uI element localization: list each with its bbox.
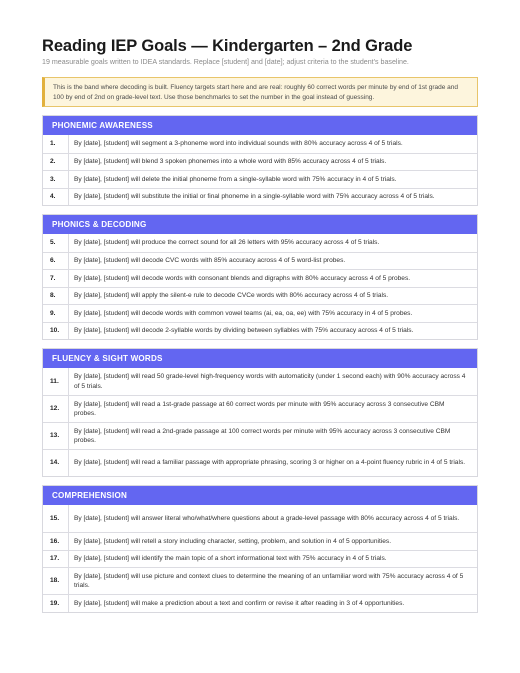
goal-row bbox=[43, 395, 477, 422]
goal-text: By [date], [student] will delete the initial phoneme from a single-syllable word with 75% accuracy in 4 of 5 trials. bbox=[74, 175, 397, 183]
goal-row bbox=[43, 252, 477, 270]
goal-text: By [date], [student] will decode 2-syllable words by dividing between syllables with 75% accuracy across 4 of 5 trials. bbox=[74, 327, 414, 334]
goal-number: 19. bbox=[43, 595, 69, 612]
section-heading: COMPREHENSION bbox=[43, 486, 477, 505]
goal-text: By [date], [student] will produce the correct sound for all 26 letters with 95% accuracy across 4 of 5 trials. bbox=[74, 239, 380, 246]
goal-number: 3. bbox=[43, 171, 69, 188]
goal-text: By [date], [student] will use picture and context clues to determine the meaning of an unfamiliar word with 75% accuracy across 4 of 5 trials. bbox=[74, 572, 464, 589]
goal-row bbox=[43, 322, 477, 340]
goal-number: 17. bbox=[43, 551, 69, 568]
goal-text: By [date], [student] will answer literal who/what/where questions about a grade-level passage with 80% accuracy across 4 of 5 trials. bbox=[74, 514, 460, 522]
goal-text: By [date], [student] will substitute the initial or final phoneme in a single-syllable word with 75% accuracy across 4 of 5 trials. bbox=[74, 193, 435, 200]
goal-row bbox=[43, 550, 477, 568]
goal-row bbox=[43, 153, 477, 171]
section-heading: FLUENCY & SIGHT WORDS bbox=[43, 349, 477, 368]
goal-row bbox=[43, 449, 477, 476]
goal-text: By [date], [student] will decode CVC words with 85% accuracy across 4 of 5 word-list probes. bbox=[74, 257, 346, 264]
goal-text: By [date], [student] will retell a story including character, setting, problem, and solution in 4 of 5 opportunities. bbox=[74, 537, 392, 545]
goal-number: 16. bbox=[43, 533, 69, 550]
goal-row bbox=[43, 234, 477, 252]
goal-row bbox=[43, 368, 477, 395]
section-heading: PHONICS & DECODING bbox=[43, 215, 477, 234]
goal-number: 13. bbox=[43, 423, 69, 449]
goal-text: By [date], [student] will read a familiar passage with appropriate phrasing, scoring 3 or higher on a 4-point fluency rubric in 4 of 5 trials. bbox=[74, 459, 466, 467]
goal-text: By [date], [student] will segment a 3-phoneme word into individual sounds with 80% accuracy across 4 of 5 trials. bbox=[74, 140, 403, 147]
goal-row bbox=[43, 287, 477, 305]
goal-number: 10. bbox=[43, 323, 69, 340]
goal-row bbox=[43, 505, 477, 532]
goal-number: 11. bbox=[43, 368, 69, 395]
goal-row bbox=[43, 594, 477, 612]
page-title: Reading IEP Goals — Kindergarten – 2nd Grade bbox=[42, 37, 413, 55]
goal-row bbox=[43, 269, 477, 287]
benchmark-callout: This is the band where decoding is built. Fluency targets start here and are real: roughly 60 correct words per minute by end of 1st grade and 100 by end of 2nd on grade-level text. Use those benchmarks to set the number in the goal instead of guessing. bbox=[42, 77, 478, 107]
goal-number: 1. bbox=[43, 135, 69, 153]
page-subtitle: 19 measurable goals written to IDEA standards. Replace [student] and [date]; adjust criteria to the student's baseline. bbox=[42, 58, 409, 66]
goal-number: 4. bbox=[43, 189, 69, 206]
goal-row bbox=[43, 135, 477, 153]
goal-text: By [date], [student] will apply the silent-e rule to decode CVCe words with 80% accuracy across 4 of 5 trials. bbox=[74, 292, 389, 299]
goal-number: 7. bbox=[43, 270, 69, 287]
goal-number: 15. bbox=[43, 505, 69, 532]
goal-number: 18. bbox=[43, 568, 69, 594]
goal-number: 8. bbox=[43, 288, 69, 305]
goal-row bbox=[43, 532, 477, 550]
goal-text: By [date], [student] will blend 3 spoken phonemes into a whole word with 85% accuracy across 4 of 5 trials. bbox=[74, 158, 387, 165]
goal-text: By [date], [student] will decode words with common vowel teams (ai, ea, oa, ee) with 75% accuracy in 4 of 5 probes. bbox=[74, 309, 413, 317]
goal-text: By [date], [student] will make a prediction about a text and confirm or revise it after reading in 3 of 4 opportunities. bbox=[74, 599, 405, 607]
goal-number: 6. bbox=[43, 253, 69, 270]
goal-text: By [date], [student] will identify the main topic of a short informational text with 75% accuracy in 4 of 5 trials. bbox=[74, 555, 387, 562]
goal-number: 14. bbox=[43, 450, 69, 476]
goal-text: By [date], [student] will read a 1st-grade passage at 60 correct words per minute with 95% accuracy across 3 consecutive CBM probes. bbox=[74, 400, 445, 417]
goal-row bbox=[43, 170, 477, 188]
goal-number: 12. bbox=[43, 396, 69, 422]
goal-row bbox=[43, 304, 477, 322]
goal-text: By [date], [student] will decode words with consonant blends and digraphs with 80% accuracy across 4 of 5 probes. bbox=[74, 274, 411, 282]
goal-text: By [date], [student] will read 50 grade-level high-frequency words with automaticity (under 1 second each) with 90% accuracy across 4 of 5 trials. bbox=[74, 373, 466, 390]
section-heading: PHONEMIC AWARENESS bbox=[43, 116, 477, 135]
goal-number: 5. bbox=[43, 234, 69, 252]
document bbox=[42, 36, 478, 613]
section-comprehension bbox=[42, 485, 478, 613]
section-fluency-sight-words bbox=[42, 348, 478, 477]
goal-number: 9. bbox=[43, 305, 69, 322]
goal-row bbox=[43, 188, 477, 206]
goal-number: 2. bbox=[43, 154, 69, 171]
goal-row bbox=[43, 422, 477, 449]
goal-text: By [date], [student] will read a 2nd-grade passage at 100 correct words per minute with 95% accuracy across 3 consecutive CBM probes. bbox=[74, 427, 451, 444]
section-phonics-decoding bbox=[42, 214, 478, 340]
goal-row bbox=[43, 567, 477, 594]
section-phonemic-awareness bbox=[42, 115, 478, 206]
